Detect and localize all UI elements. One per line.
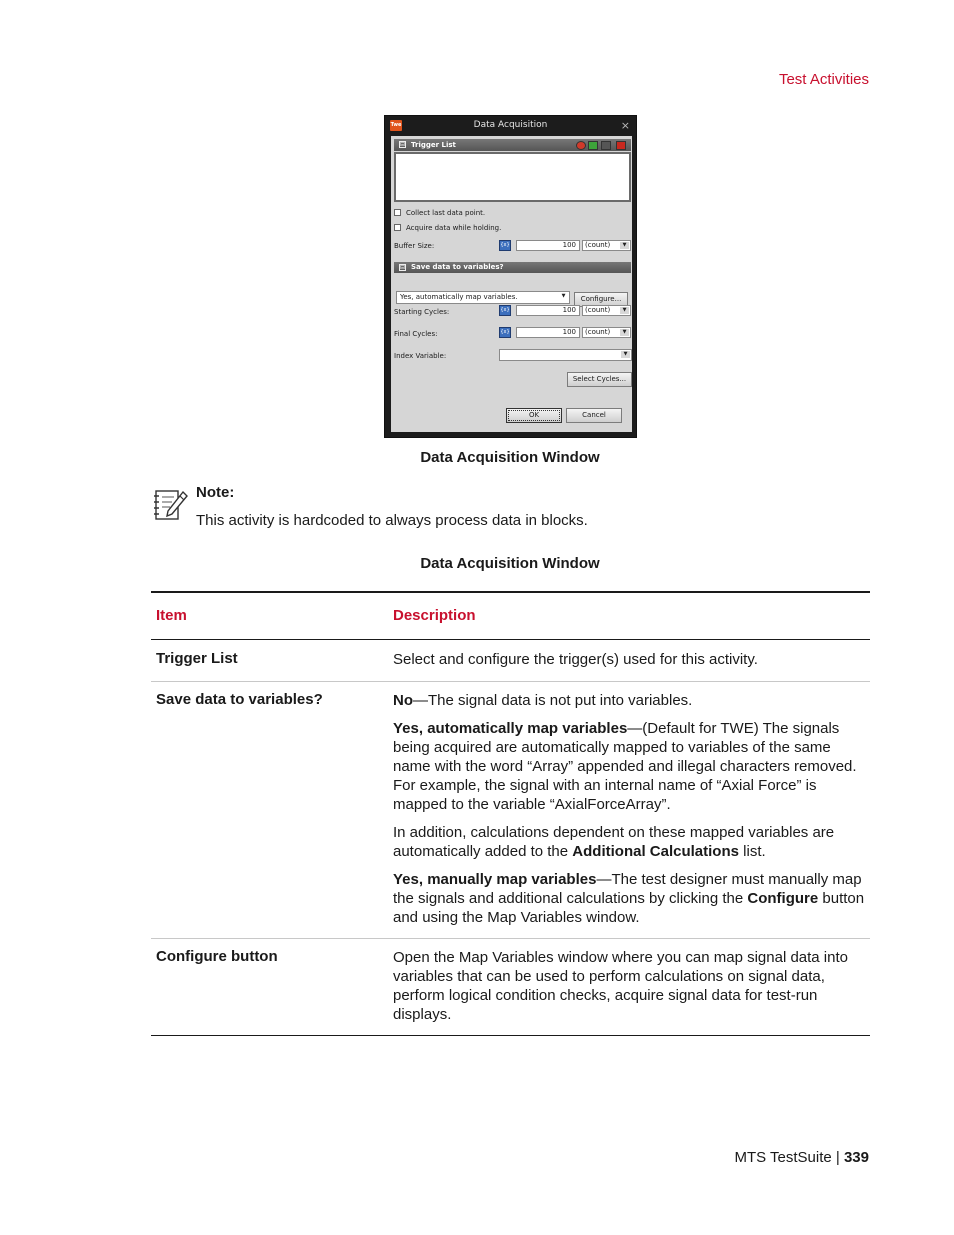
table-row — [151, 640, 870, 682]
header-item: Item — [156, 607, 187, 624]
select-cycles-button[interactable]: Select Cycles... — [567, 372, 632, 387]
variable-icon[interactable]: {x} — [499, 240, 511, 251]
desc-paragraph: Open the Map Variables window where you can map signal data into variables that can be used to perform calculations on signal data, perform logical condition checks, acquire signal data for test-run displays. — [393, 949, 848, 1023]
desc-text: —(Default for TWE) The signals being acquired are automatically mapped to variables of the same name with the word “Array” appended and illegal characters removed. For example, the signal with an internal name of “Axial Force” is mapped to the variable “AxialForceArray”. — [393, 720, 857, 813]
final-cycles-input[interactable]: 100 — [516, 327, 580, 338]
trigger-list-label: Trigger List — [411, 141, 456, 149]
table-row — [151, 682, 870, 939]
acquire-holding-checkbox[interactable] — [394, 224, 401, 231]
table-header — [151, 593, 870, 640]
app-icon: Twe — [390, 120, 402, 131]
close-icon[interactable]: × — [620, 119, 630, 132]
trigger-list-box[interactable] — [394, 152, 631, 202]
starting-cycles-input[interactable]: 100 — [516, 305, 580, 316]
row-description — [393, 691, 869, 927]
starting-cycles-unit-select[interactable] — [582, 305, 631, 316]
buffer-size-unit-select[interactable] — [582, 240, 631, 251]
desc-text: —The test designer must manually map the signals and additional calculations by clicking the — [393, 871, 862, 907]
save-mode-value: Yes, automatically map variables. — [400, 293, 518, 301]
save-data-label: Save data to variables? — [411, 263, 504, 271]
row-description — [393, 948, 869, 1024]
ok-button[interactable] — [506, 408, 562, 423]
more-options-icon[interactable] — [601, 141, 611, 150]
bold-term: Additional Calculations — [572, 843, 739, 860]
collect-last-label: Collect last data point. — [406, 209, 486, 217]
dropdown-arrow-icon: ▼ — [559, 293, 568, 300]
final-cycles-label: Final Cycles: — [394, 330, 438, 338]
row-item: Trigger List — [156, 650, 238, 667]
index-variable-select[interactable] — [499, 349, 632, 361]
dialog-titlebar — [385, 116, 636, 136]
cancel-button[interactable]: Cancel — [566, 408, 622, 423]
page-number: 339 — [843, 1149, 869, 1166]
desc-paragraph: Select and configure the trigger(s) used for this activity. — [393, 651, 758, 668]
row-description — [393, 650, 869, 669]
dropdown-arrow-icon: ▼ — [620, 329, 629, 336]
row-item: Save data to variables? — [156, 691, 323, 708]
bold-term: Configure — [747, 890, 819, 907]
page-footer — [734, 1149, 869, 1166]
bold-term: No — [393, 692, 413, 709]
desc-text: —The signal data is not put into variables. — [413, 692, 693, 709]
dropdown-arrow-icon: ▼ — [620, 307, 629, 314]
trigger-list-header[interactable] — [394, 139, 631, 151]
dropdown-arrow-icon: ▼ — [620, 242, 629, 249]
starting-cycles-label: Starting Cycles: — [394, 308, 450, 316]
desc-text: In addition, calculations dependent on these mapped variables are automatically added to the — [393, 824, 835, 860]
desc-text: button and using the Map Variables window. — [393, 890, 865, 926]
save-data-header[interactable] — [394, 262, 631, 273]
desc-paragraph — [393, 691, 869, 710]
table-caption: Data Acquisition Window — [420, 555, 600, 572]
bold-term: Yes, automatically map variables — [393, 720, 628, 737]
desc-paragraph — [393, 823, 869, 861]
index-variable-label: Index Variable: — [394, 352, 447, 360]
header-description: Description — [393, 607, 476, 624]
table-row — [151, 939, 870, 1036]
variable-icon[interactable]: {x} — [499, 327, 511, 338]
dialog-title: Data Acquisition — [473, 120, 548, 130]
remove-trigger-icon[interactable] — [616, 141, 626, 150]
data-acquisition-dialog — [384, 115, 637, 438]
note-title: Note: — [196, 484, 235, 501]
dialog-body — [391, 136, 632, 432]
buffer-size-input[interactable]: 100 — [516, 240, 580, 251]
ok-button-label: OK — [508, 410, 560, 421]
collapse-icon[interactable]: ⊟ — [400, 264, 406, 271]
desc-text: list. — [738, 843, 766, 860]
collect-last-checkbox[interactable] — [394, 209, 401, 216]
row-item: Configure button — [156, 948, 278, 965]
save-mode-select[interactable] — [396, 291, 570, 304]
unit-value: (count) — [585, 328, 611, 336]
configure-button[interactable]: Configure... — [574, 292, 628, 307]
desc-paragraph — [393, 719, 869, 814]
unit-value: (count) — [585, 241, 611, 249]
acquire-holding-label: Acquire data while holding. — [406, 224, 502, 232]
figure-caption: Data Acquisition Window — [420, 449, 600, 466]
data-acquisition-table — [151, 591, 870, 1036]
footer-product: MTS TestSuite | — [734, 1149, 844, 1166]
note-text: This activity is hardcoded to always process data in blocks. — [196, 512, 588, 529]
delete-trigger-icon[interactable] — [576, 141, 586, 150]
variable-icon[interactable]: {x} — [499, 305, 511, 316]
buffer-size-label: Buffer Size: — [394, 242, 435, 250]
add-trigger-icon[interactable] — [588, 141, 598, 150]
desc-paragraph — [393, 870, 869, 927]
note-pencil-icon — [152, 487, 188, 523]
unit-value: (count) — [585, 306, 611, 314]
final-cycles-unit-select[interactable] — [582, 327, 631, 338]
dropdown-arrow-icon: ▼ — [621, 351, 630, 358]
bold-term: Yes, manually map variables — [393, 871, 597, 888]
running-head: Test Activities — [778, 71, 869, 88]
collapse-icon[interactable]: ⊟ — [400, 141, 406, 148]
